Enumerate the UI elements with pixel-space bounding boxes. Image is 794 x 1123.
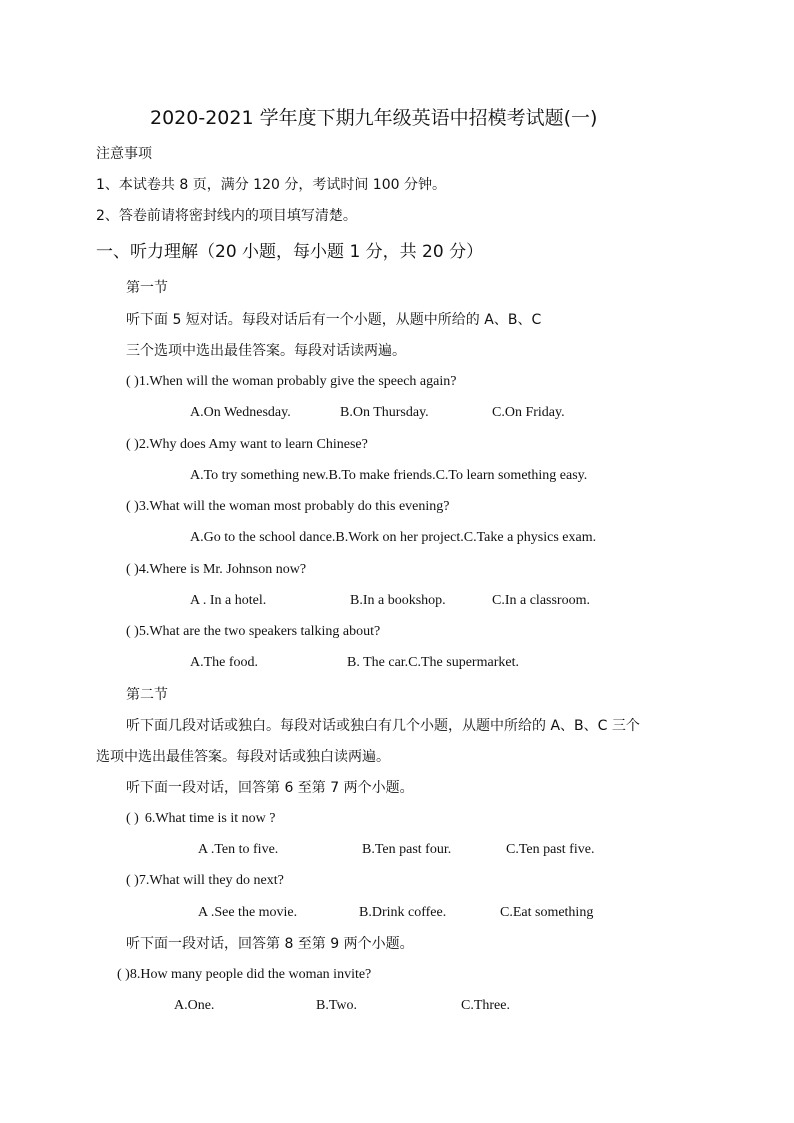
answer-blank[interactable]: ( ) bbox=[126, 562, 139, 577]
option-a: A .Ten to five. bbox=[198, 842, 279, 857]
option-b: B.Two. bbox=[316, 998, 358, 1013]
question-stem: 8.How many people did the woman invite? bbox=[129, 967, 372, 982]
question-stem: 3.What will the woman most probably do this evening? bbox=[138, 499, 450, 514]
option-a: A.On Wednesday. bbox=[190, 405, 291, 420]
answer-blank[interactable]: ( ) bbox=[126, 624, 139, 639]
option-c: C.On Friday. bbox=[492, 405, 565, 420]
answer-blank[interactable]: ( ) bbox=[126, 811, 139, 826]
question-stem: 5.What are the two speakers talking about? bbox=[138, 624, 381, 639]
question-3 bbox=[126, 498, 450, 516]
option-b: B.On Thursday. bbox=[340, 405, 429, 420]
notice-item-2: 2、答卷前请将密封线内的项目填写清楚。 bbox=[96, 208, 357, 224]
group-1-instruction: 听下面一段对话，回答第 6 至第 7 两个小题。 bbox=[126, 780, 414, 796]
option-a: A.One. bbox=[174, 998, 215, 1013]
option-c: C.Eat something bbox=[500, 905, 594, 920]
options-line: A.Go to the school dance.B.Work on her project.C.Take a physics exam. bbox=[190, 530, 597, 545]
option-b: B.In a bookshop. bbox=[350, 593, 446, 608]
part-1-label: 第一节 bbox=[126, 280, 168, 296]
notice-item-1: 1、本试卷共 8 页，满分 120 分，考试时间 100 分钟。 bbox=[96, 177, 446, 193]
question-stem: 2.Why does Amy want to learn Chinese? bbox=[138, 437, 368, 452]
answer-blank[interactable]: ( ) bbox=[126, 374, 139, 389]
option-c: C.Three. bbox=[461, 998, 510, 1013]
options-line: A.To try something new.B.To make friends.C.To learn something easy. bbox=[190, 468, 588, 483]
page-title: 2020-2021 学年度下期九年级英语中招模考试题(一) bbox=[150, 107, 598, 129]
question-7 bbox=[126, 872, 284, 890]
question-8 bbox=[117, 966, 371, 984]
question-1 bbox=[126, 373, 456, 391]
part-2-instruction-1: 听下面几段对话或独白。每段对话或独白有几个小题，从题中所给的 A、B、C 三个 bbox=[126, 718, 640, 734]
notice-heading: 注意事项 bbox=[96, 146, 152, 162]
option-a: A .See the movie. bbox=[198, 905, 298, 920]
option-b: B.Ten past four. bbox=[362, 842, 452, 857]
group-2-instruction: 听下面一段对话，回答第 8 至第 9 两个小题。 bbox=[126, 936, 414, 952]
part-1-instruction-2: 三个选项中选出最佳答案。每段对话读两遍。 bbox=[126, 343, 406, 359]
question-5 bbox=[126, 623, 380, 641]
option-b: B.Drink coffee. bbox=[359, 905, 447, 920]
part-2-instruction-2: 选项中选出最佳答案。每段对话或独白读两遍。 bbox=[96, 749, 390, 765]
section-1-heading: 一、听力理解（20 小题，每小题 1 分，共 20 分） bbox=[96, 242, 484, 262]
option-c: C.Ten past five. bbox=[506, 842, 595, 857]
option-a: A . In a hotel. bbox=[190, 593, 267, 608]
question-4 bbox=[126, 561, 306, 579]
part-1-instruction-1: 听下面 5 短对话。每段对话后有一个小题，从题中所给的 A、B、C bbox=[126, 312, 542, 328]
question-stem: 7.What will they do next? bbox=[138, 873, 284, 888]
part-2-label: 第二节 bbox=[126, 687, 168, 703]
option-b: B. The car.C.The supermarket. bbox=[347, 655, 519, 670]
answer-blank[interactable]: ( ) bbox=[126, 873, 139, 888]
question-stem: 1.When will the woman probably give the speech again? bbox=[138, 374, 457, 389]
question-stem: 6.What time is it now ? bbox=[144, 811, 276, 826]
answer-blank[interactable]: ( ) bbox=[126, 437, 139, 452]
answer-blank[interactable]: ( ) bbox=[117, 967, 130, 982]
question-stem: 4.Where is Mr. Johnson now? bbox=[138, 562, 307, 577]
question-2 bbox=[126, 436, 368, 454]
answer-blank[interactable]: ( ) bbox=[126, 499, 139, 514]
option-a: A.The food. bbox=[190, 655, 259, 670]
option-c: C.In a classroom. bbox=[492, 593, 590, 608]
question-6 bbox=[126, 810, 275, 828]
